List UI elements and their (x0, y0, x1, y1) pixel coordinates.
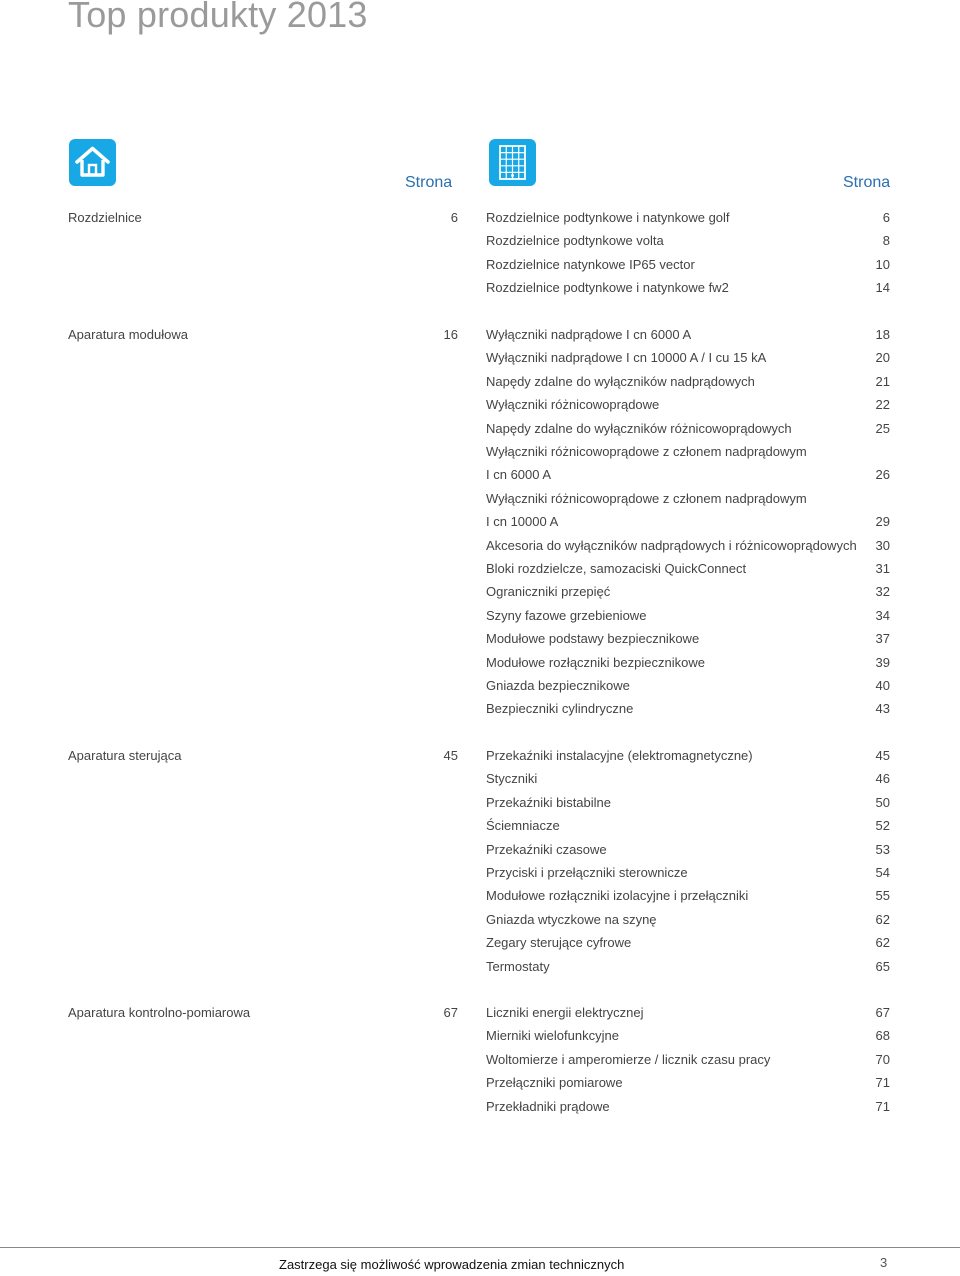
toc-item-page: 67 (875, 1005, 890, 1020)
toc-item-page: 55 (875, 888, 890, 904)
toc-item-label: Przyciski i przełączniki sterownicze (486, 865, 688, 880)
toc-item-label: Przełączniki pomiarowe (486, 1075, 623, 1091)
toc-item-label: Rozdzielnice podtynkowe i natynkowe fw2 (486, 280, 729, 296)
toc-item (486, 584, 890, 607)
toc-item (486, 280, 890, 303)
toc-item-label: Wyłączniki różnicowoprądowe z członem nadprądowym (486, 444, 807, 459)
toc-item (486, 257, 890, 280)
toc-item (486, 1028, 890, 1051)
toc-item (486, 795, 890, 818)
toc-item-label: Wyłączniki nadprądowe I cn 10000 A / I cu 15 kA (486, 350, 767, 366)
toc-item-label: Przekładniki prądowe (486, 1098, 610, 1114)
toc-item-page: 70 (875, 1051, 890, 1067)
toc-item-page: 50 (875, 794, 890, 810)
toc-item-label: Wyłączniki różnicowoprądowe (486, 397, 660, 413)
page-column-header-left: Strona (405, 174, 453, 191)
toc-item-label: Mierniki wielofunkcyjne (486, 1028, 619, 1044)
toc-item-page: 62 (875, 911, 890, 927)
house-icon (69, 139, 116, 186)
toc-item (486, 491, 890, 514)
toc-item-label: Rozdzielnice podtynkowe i natynkowe golf (486, 210, 730, 225)
toc-item (486, 1005, 890, 1028)
toc-item-label: Przekaźniki czasowe (486, 841, 607, 857)
toc-item (486, 210, 890, 233)
toc-item (486, 233, 890, 256)
toc-item (486, 678, 890, 701)
section-name: Aparatura modułowa (68, 327, 188, 342)
toc-item (486, 959, 890, 982)
section-name: Aparatura sterująca (68, 748, 182, 763)
toc-item-page: 37 (875, 631, 890, 647)
toc-item-label: Wyłączniki nadprądowe I cn 6000 A (486, 327, 692, 342)
toc-item-page: 71 (875, 1075, 890, 1091)
toc-item (486, 888, 890, 911)
toc-item-page: 34 (875, 607, 890, 623)
section-page: 45 (443, 748, 458, 763)
toc-item-label: Termostaty (486, 958, 550, 974)
toc-item-page: 53 (875, 841, 890, 857)
toc-item (486, 631, 890, 654)
toc-item-label: Napędy zdalne do wyłączników nadprądowych (486, 373, 755, 389)
toc-item-page: 54 (875, 865, 890, 880)
toc-item-page: 71 (875, 1098, 890, 1114)
toc-item-page: 52 (875, 818, 890, 834)
toc-item (486, 421, 890, 444)
toc-item-page: 8 (882, 233, 890, 249)
toc-item-page: 10 (875, 256, 890, 272)
toc-item (486, 1052, 890, 1075)
toc-item (486, 842, 890, 865)
toc-item-page: 6 (882, 210, 890, 225)
footer-disclaimer: Zastrzega się możliwość wprowadzenia zmian technicznych (279, 1257, 625, 1272)
toc-item-page: 31 (875, 561, 890, 576)
page-title: Top produkty 2013 (68, 0, 368, 35)
toc-item-page: 45 (875, 748, 890, 763)
toc-item-label: Akcesoria do wyłączników nadprądowych i różnicowoprądowych (486, 537, 857, 553)
toc-item-label: Bloki rozdzielcze, samozaciski QuickConnect (486, 561, 747, 576)
toc-item-label: Woltomierze i amperomierze / licznik czasu pracy (486, 1051, 771, 1067)
toc-item (486, 561, 890, 584)
toc-item-page: 20 (875, 350, 890, 366)
toc-item-label: Ściemniacze (486, 818, 560, 834)
toc-item (486, 538, 890, 561)
toc-item-page: 32 (875, 584, 890, 600)
toc-item (486, 771, 890, 794)
toc-item-label: Gniazda bezpiecznikowe (486, 678, 630, 693)
toc-item-page: 68 (875, 1028, 890, 1044)
toc-item-label: I cn 10000 A (486, 514, 559, 530)
toc-item-page: 62 (875, 935, 890, 951)
toc-item (486, 608, 890, 631)
toc-item-label: Napędy zdalne do wyłączników różnicowoprądowych (486, 420, 792, 436)
toc-item (486, 655, 890, 678)
toc-item-page: 22 (875, 397, 890, 413)
toc-item-label: Rozdzielnice podtynkowe volta (486, 233, 664, 249)
section-page: 67 (443, 1005, 458, 1020)
toc-item-page: 40 (875, 678, 890, 693)
toc-item (486, 935, 890, 958)
toc-item-label: Ograniczniki przepięć (486, 584, 611, 600)
section-name: Rozdzielnice (68, 210, 142, 225)
page-column-header-right: Strona (843, 174, 891, 191)
toc-item (486, 444, 890, 467)
toc-item (486, 818, 890, 841)
toc-item-label: Rozdzielnice natynkowe IP65 vector (486, 256, 695, 272)
toc-item (486, 350, 890, 373)
toc-item-label: Modułowe rozłączniki izolacyjne i przełączniki (486, 888, 749, 904)
section-page: 16 (443, 327, 458, 342)
toc-item-label: Przekaźniki bistabilne (486, 794, 612, 810)
toc-item (486, 514, 890, 537)
toc-item-label: Modułowe rozłączniki bezpiecznikowe (486, 654, 705, 670)
toc-item-label: Szyny fazowe grzebieniowe (486, 607, 647, 623)
toc-item (486, 327, 890, 350)
page-number: 3 (880, 1255, 888, 1270)
toc-item (486, 1075, 890, 1098)
toc-item-page: 65 (875, 958, 890, 974)
toc-item (486, 397, 890, 420)
toc-item-label: Gniazda wtyczkowe na szynę (486, 911, 657, 927)
footer-divider (0, 1247, 960, 1248)
toc-item-page: 46 (875, 771, 890, 787)
section-name: Aparatura kontrolno-pomiarowa (68, 1005, 251, 1020)
section-page: 6 (450, 210, 458, 225)
toc-item-label: Zegary sterujące cyfrowe (486, 935, 632, 951)
toc-item-page: 25 (875, 420, 890, 436)
toc-item-page: 14 (875, 280, 890, 296)
toc-item-page: 21 (875, 373, 890, 389)
toc-item (486, 374, 890, 397)
toc-item-page: 30 (875, 537, 890, 553)
toc-item-page: 39 (875, 654, 890, 670)
toc-item (486, 912, 890, 935)
toc-item-label: Modułowe podstawy bezpiecznikowe (486, 631, 700, 647)
toc-item-label: Liczniki energii elektrycznej (486, 1005, 644, 1020)
distribution-board-icon (489, 139, 536, 186)
toc-item (486, 865, 890, 888)
toc-item-page: 43 (875, 701, 890, 717)
toc-item-label: Styczniki (486, 771, 538, 787)
toc-item (486, 701, 890, 724)
toc-item-label: I cn 6000 A (486, 467, 552, 483)
toc-item-page: 26 (875, 467, 890, 483)
toc-item (486, 1099, 890, 1122)
toc-item-label: Przekaźniki instalacyjne (elektromagnetyczne) (486, 748, 753, 763)
toc-item-label: Bezpieczniki cylindryczne (486, 701, 634, 717)
toc-item (486, 748, 890, 771)
toc-item-page: 29 (875, 514, 890, 530)
toc-item-page: 18 (875, 327, 890, 342)
toc-item (486, 467, 890, 490)
toc-item-label: Wyłączniki różnicowoprądowe z członem nadprądowym (486, 490, 807, 506)
